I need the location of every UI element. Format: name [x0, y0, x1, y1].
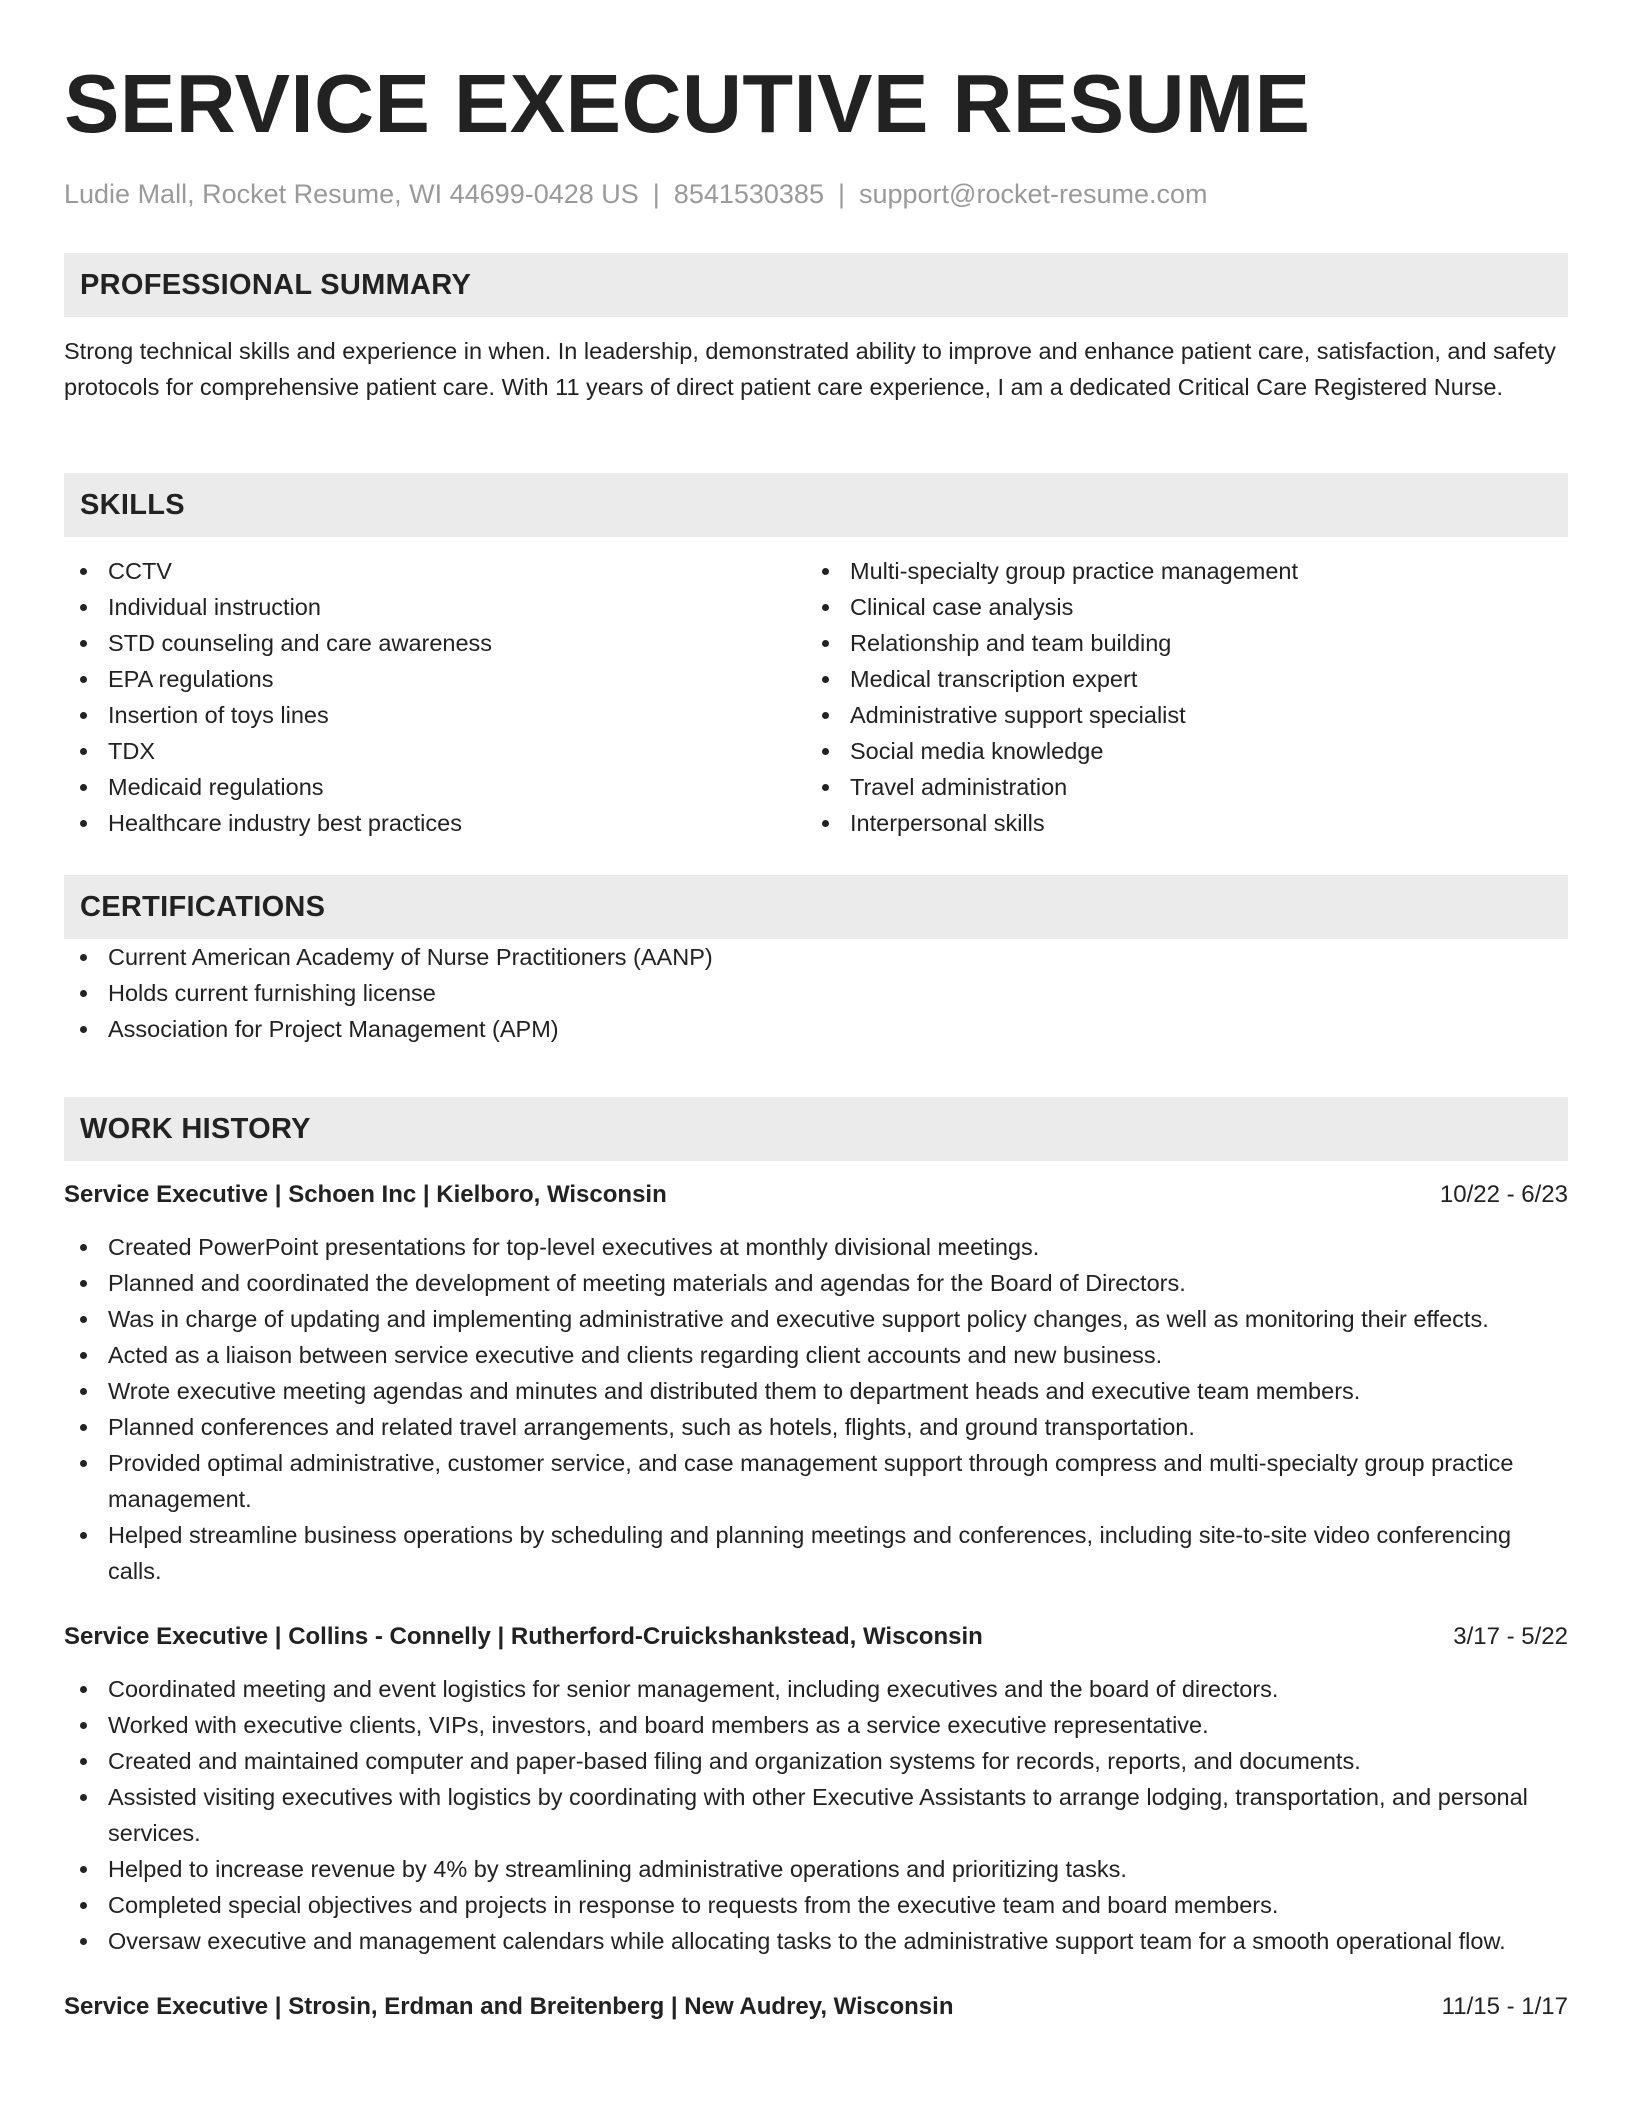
section-heading: CERTIFICATIONS: [64, 875, 1568, 939]
certification-item: Association for Project Management (APM): [64, 1011, 1568, 1047]
job-bullet: Worked with executive clients, VIPs, investors, and board members as a service executive representative.: [64, 1707, 1568, 1743]
job-bullet: Assisted visiting executives with logistics by coordinating with other Executive Assistants to arrange lodging, transportation, and personal services.: [64, 1779, 1568, 1851]
job-bullet: Wrote executive meeting agendas and minutes and distributed them to department heads and executive team members.: [64, 1373, 1568, 1409]
skill-item: Multi-specialty group practice management: [806, 553, 1548, 589]
skill-item: Medical transcription expert: [806, 661, 1548, 697]
skill-item: Insertion of toys lines: [64, 697, 806, 733]
job-bullet: Provided optimal administrative, customer service, and case management support through compress and multi-specialty group practice management.: [64, 1445, 1568, 1517]
skills-right-column: [806, 553, 1548, 841]
job-bullet: Planned and coordinated the development of meeting materials and agendas for the Board of Directors.: [64, 1265, 1568, 1301]
skills-section: [64, 473, 1568, 841]
contact-line: [64, 176, 1568, 212]
job-bullet: Acted as a liaison between service executive and clients regarding client accounts and new business.: [64, 1337, 1568, 1373]
skill-item: Medicaid regulations: [64, 769, 806, 805]
certifications-section: [64, 875, 1568, 1047]
resume-page: [64, 0, 1568, 2020]
job-dates: 10/22 - 6/23: [1439, 1181, 1568, 1208]
skill-item: Administrative support specialist: [806, 697, 1548, 733]
job-bullet: Helped to increase revenue by 4% by streamlining administrative operations and prioritizing tasks.: [64, 1851, 1568, 1887]
job-bullet: Oversaw executive and management calendars while allocating tasks to the administrative support team for a smooth operational flow.: [64, 1923, 1568, 1959]
contact-phone: 8541530385: [673, 179, 824, 209]
section-heading: WORK HISTORY: [64, 1097, 1568, 1161]
skill-item: Clinical case analysis: [806, 589, 1548, 625]
certifications-list: [64, 939, 1568, 1047]
job-entry: [64, 1619, 1568, 1959]
skill-item: Social media knowledge: [806, 733, 1548, 769]
job-bullet: Planned conferences and related travel arrangements, such as hotels, flights, and ground transportation.: [64, 1409, 1568, 1445]
job-title: Service Executive | Schoen Inc | Kielboro, Wisconsin: [64, 1181, 667, 1208]
job-bullets: [64, 1671, 1568, 1959]
skill-item: Relationship and team building: [806, 625, 1548, 661]
contact-address: Ludie Mall, Rocket Resume, WI 44699-0428 US: [64, 179, 639, 209]
contact-separator: |: [837, 179, 845, 209]
job-bullet: Coordinated meeting and event logistics for senior management, including executives and the board of directors.: [64, 1671, 1568, 1707]
skills-grid: [64, 553, 1568, 841]
job-title: Service Executive | Collins - Connelly | Rutherford-Cruickshankstead, Wisconsin: [64, 1623, 983, 1650]
skill-item: Interpersonal skills: [806, 805, 1548, 841]
certification-item: Holds current furnishing license: [64, 975, 1568, 1011]
job-bullet: Helped streamline business operations by scheduling and planning meetings and conferences, including site-to-site video conferencing calls.: [64, 1517, 1568, 1589]
job-header: [64, 1619, 1568, 1655]
job-dates: 11/15 - 1/17: [1441, 1993, 1568, 2020]
job-header: [64, 1177, 1568, 1213]
job-entry: [64, 1989, 1568, 2025]
skill-item: STD counseling and care awareness: [64, 625, 806, 661]
professional-summary-section: [64, 253, 1568, 405]
skill-item: TDX: [64, 733, 806, 769]
job-entry: [64, 1177, 1568, 1589]
job-header: [64, 1989, 1568, 2025]
contact-email: support@rocket-resume.com: [858, 179, 1208, 209]
page-title: SERVICE EXECUTIVE RESUME: [64, 57, 1311, 150]
certification-item: Current American Academy of Nurse Practitioners (AANP): [64, 939, 1568, 975]
job-title: Service Executive | Strosin, Erdman and Breitenberg | New Audrey, Wisconsin: [64, 1993, 954, 2020]
skill-item: CCTV: [64, 553, 806, 589]
skill-item: EPA regulations: [64, 661, 806, 697]
job-bullets: [64, 1229, 1568, 1589]
work-history-section: [64, 1097, 1568, 2025]
summary-text: Strong technical skills and experience in when. In leadership, demonstrated ability to improve and enhance patient care, satisfaction, and safety protocols for comprehensive patient care. With 11 years of direct patient care experience, I am a dedicated Critical Care Registered Nurse.: [64, 338, 1556, 400]
job-bullet: Completed special objectives and projects in response to requests from the executive team and board members.: [64, 1887, 1568, 1923]
contact-separator: |: [652, 179, 660, 209]
skills-left-column: [64, 553, 806, 841]
job-bullet: Created PowerPoint presentations for top-level executives at monthly divisional meetings.: [64, 1229, 1568, 1265]
job-bullet: Was in charge of updating and implementing administrative and executive support policy changes, as well as monitoring their effects.: [64, 1301, 1568, 1337]
section-heading: SKILLS: [64, 473, 1568, 537]
skill-item: Travel administration: [806, 769, 1548, 805]
job-dates: 3/17 - 5/22: [1453, 1623, 1568, 1650]
skill-item: Healthcare industry best practices: [64, 805, 806, 841]
job-bullet: Created and maintained computer and paper-based filing and organization systems for records, reports, and documents.: [64, 1743, 1568, 1779]
section-heading: PROFESSIONAL SUMMARY: [64, 253, 1568, 317]
skill-item: Individual instruction: [64, 589, 806, 625]
